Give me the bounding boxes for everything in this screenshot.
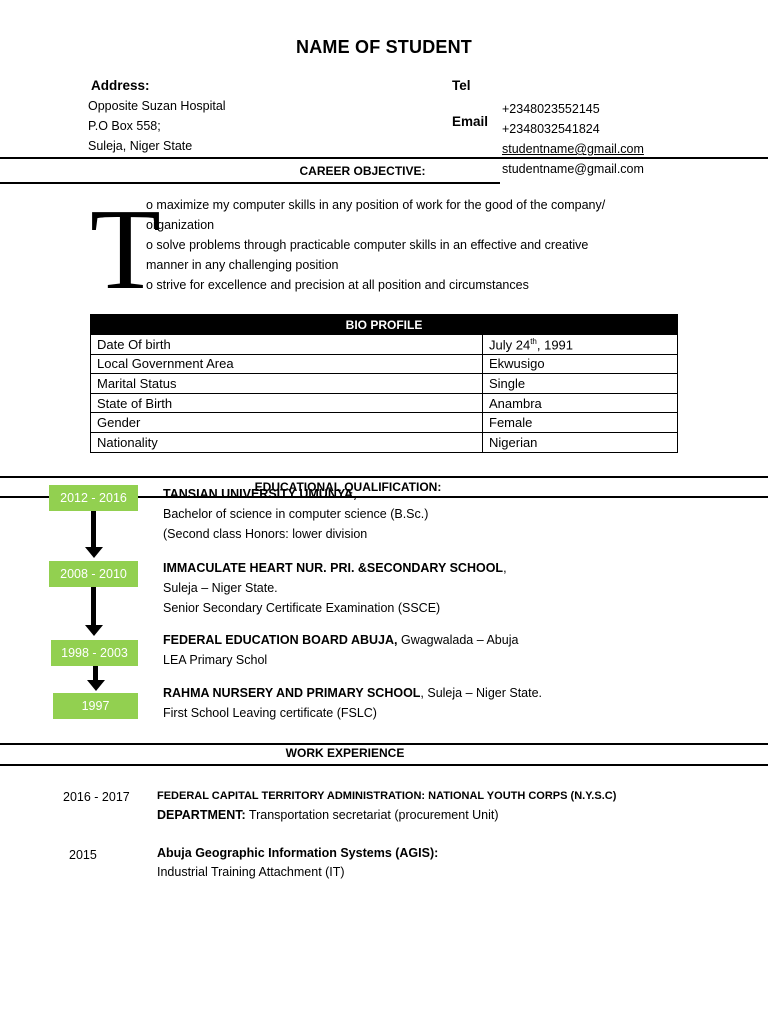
bio-key: State of Birth	[91, 393, 483, 413]
bio-key: Marital Status	[91, 374, 483, 394]
dropcap-letter: T	[90, 186, 161, 314]
table-row	[91, 413, 678, 433]
phone-number: +2348032541824	[502, 122, 600, 136]
bio-value: July 24th, 1991	[483, 335, 678, 355]
work-years: 2016 - 2017	[63, 790, 130, 804]
bio-key: Nationality	[91, 432, 483, 452]
table-row	[91, 354, 678, 374]
address-label: Address:	[91, 78, 150, 93]
education-line: Senior Secondary Certificate Examination (SSCE)	[163, 601, 441, 615]
work-years: 2015	[69, 848, 97, 862]
bio-key: Gender	[91, 413, 483, 433]
career-line: manner in any challenging position	[146, 258, 339, 272]
education-entry: TANSIAN UNIVERSITY UMUNYA, Bachelor of science in computer science (B.Sc.) (Second class Honors: lower division	[163, 484, 723, 544]
bio-value: Nigerian	[483, 432, 678, 452]
arrow-down-icon	[85, 625, 103, 636]
career-line: o solve problems through practicable computer skills in an effective and creative	[146, 238, 589, 252]
bio-value: Female	[483, 413, 678, 433]
address-line: Opposite Suzan Hospital	[88, 99, 226, 113]
work-title: Abuja Geographic Information Systems (AGIS):	[157, 846, 439, 860]
education-line: (Second class Honors: lower division	[163, 527, 368, 541]
address-line: Suleja, Niger State	[88, 139, 193, 153]
bio-profile-table	[90, 314, 678, 453]
arrow-down-icon	[85, 547, 103, 558]
year-box: 2008 - 2010	[49, 561, 138, 587]
education-line: LEA Primary Schol	[163, 653, 268, 667]
career-heading: CAREER OBJECTIVE:	[299, 164, 426, 178]
work-heading: WORK EXPERIENCE	[285, 746, 405, 760]
work-title: FEDERAL CAPITAL TERRITORY ADMINISTRATION: NATIONAL YOUTH CORPS (N.Y.S.C)	[157, 790, 617, 802]
timeline-line	[91, 587, 96, 625]
email-label: Email	[452, 114, 489, 129]
address-line: P.O Box 558;	[88, 119, 161, 133]
work-detail: Industrial Training Attachment (IT)	[157, 865, 345, 879]
year-box: 1998 - 2003	[51, 640, 138, 666]
bio-value: Ekwusigo	[483, 354, 678, 374]
bio-key: Local Government Area	[91, 354, 483, 374]
work-entry: FEDERAL CAPITAL TERRITORY ADMINISTRATION: NATIONAL YOUTH CORPS (N.Y.S.C) DEPARTMENT: Transportation secretariat (procurement Unit)	[157, 787, 757, 825]
table-row	[91, 432, 678, 452]
timeline-line	[91, 511, 96, 548]
divider-line	[0, 157, 768, 159]
bio-key: Date Of birth	[91, 335, 483, 355]
divider-line	[0, 182, 500, 184]
education-entry: IMMACULATE HEART NUR. PRI. &SECONDARY SCHOOL, Suleja – Niger State. Senior Secondary Certificate Examination (SSCE)	[163, 558, 723, 618]
year-box: 1997	[53, 693, 138, 719]
education-heading: EDUCATIONAL QUALIFICATION:	[254, 480, 442, 494]
education-line: Suleja – Niger State.	[163, 581, 278, 595]
email-link[interactable]: studentname@gmail.com	[502, 142, 644, 156]
career-line: organization	[146, 218, 215, 232]
education-entry: RAHMA NURSERY AND PRIMARY SCHOOL, Suleja – Niger State. First School Leaving certificate (FSLC)	[163, 683, 723, 723]
tel-label: Tel	[452, 78, 471, 93]
work-entry	[157, 844, 757, 882]
timeline-line	[93, 666, 98, 681]
bio-value: Anambra	[483, 393, 678, 413]
career-line: o maximize my computer skills in any position of work for the good of the company/	[146, 198, 606, 212]
divider-line	[0, 764, 768, 766]
phone-number: +2348023552145	[502, 102, 600, 116]
table-row	[91, 374, 678, 394]
address-block	[88, 96, 226, 156]
bio-value: Single	[483, 374, 678, 394]
table-row	[91, 335, 678, 355]
table-row	[91, 393, 678, 413]
contact-block	[502, 99, 644, 179]
student-name: NAME OF STUDENT	[296, 37, 472, 57]
divider-line	[0, 476, 768, 478]
education-entry: FEDERAL EDUCATION BOARD ABUJA, Gwagwalada – Abuja LEA Primary Schol	[163, 630, 723, 670]
arrow-down-icon	[87, 680, 105, 691]
divider-line	[0, 743, 768, 745]
education-line: Bachelor of science in computer science (B.Sc.)	[163, 507, 429, 521]
bio-profile-heading: BIO PROFILE	[91, 315, 678, 335]
education-line: First School Leaving certificate (FSLC)	[163, 706, 377, 720]
year-box: 2012 - 2016	[49, 485, 138, 511]
email-address: studentname@gmail.com	[502, 162, 644, 176]
career-line: o strive for excellence and precision at all position and circumstances	[146, 278, 529, 292]
career-text	[146, 195, 746, 295]
